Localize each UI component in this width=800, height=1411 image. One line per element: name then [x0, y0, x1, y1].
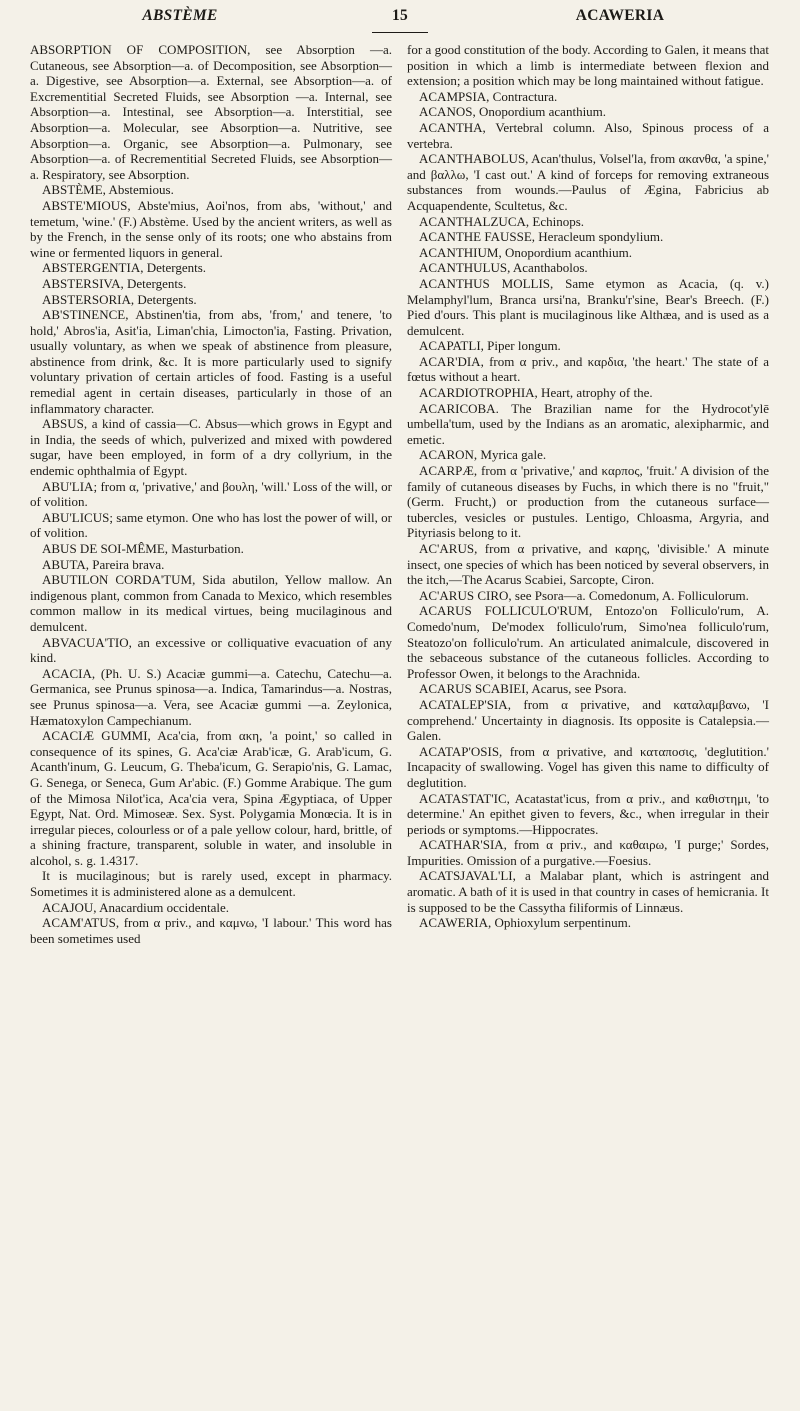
entry: ACATAP'OSIS, from α privative, and καταποσις, 'deglutition.' Incapacity of swallowing. Vogel has given this name to difficulty of deglutition. — [407, 743, 769, 790]
entry: ACARICOBA. The Brazilian name for the Hydrocot'ylē umbella'tum, used by the Indians as an aromatic, alexipharmic, and emetic. — [407, 400, 769, 447]
entry: ACANTHA, Vertebral column. Also, Spinous process of a vertebra. — [407, 119, 769, 151]
entry: ACAWERIA, Ophioxylum serpentinum. — [419, 915, 631, 931]
entry: ACARUS SCABIEI, Acarus, see Psora. — [419, 681, 627, 697]
running-header — [40, 2, 760, 30]
entry: ACANTHIUM, Onopordium acanthium. — [419, 244, 633, 260]
entry: ACANTHULUS, Acanthabolos. — [419, 260, 588, 276]
entry: ACARUS FOLLICULO'RUM, Entozo'on Folliculo'rum, A. Comedo'num, De'modex folliculo'rum, Simo'nea folliculo'rum, Steatozo'on folliculo'rum. An articulated animalcule, discovered in the sebaceous substance of the cutaneous follicles. According to Professor Owen, it belongs to the Arachnida. — [407, 603, 769, 681]
entry: AC'ARUS CIRO, see Psora—a. Comedonum, A. Folliculorum. — [419, 587, 749, 603]
entry: ABSTE'MIOUS, Abste'mius, Aoi'nos, from abs, 'without,' and temetum, 'wine.' (F.) Abstème. Used by the ancient writers, as well as by the French, in the sense only of its roots; one who abstains from wine or fermented liquors in general. — [30, 197, 392, 260]
header-right-guide-word: ACAWERIA — [575, 7, 665, 24]
entry: ABSTERSIVA, Detergents. — [42, 275, 187, 291]
entry: ACAPATLI, Piper longum. — [419, 338, 561, 354]
entry: ACATSJAVAL'LI, a Malabar plant, which is astringent and aromatic. A bath of it is used in that country in cases of hemicrania. It is supposed to be the Cassytha filiformis of Linnæus. — [407, 868, 769, 915]
entry: ACATASTAT'IC, Acatastat'icus, from α priv., and καθιστημι, 'to determine.' An epithet given to fevers, &c., when irregular in their periods or symptoms.—Hippocrates. — [407, 790, 769, 837]
header-rule — [372, 32, 428, 33]
entry: ACATALEP'SIA, from α privative, and καταλαμβανω, 'I comprehend.' Uncertainty in diagnosis. Its opposite is Catalepsia.—Galen. — [407, 696, 769, 744]
entry: AC'ARUS, from α privative, and καρης, 'divisible.' A minute insect, one species of which has been noticed by several observers, in the itch,—The Acarus Scabiei, Sarcopte, Ciron. — [407, 541, 769, 588]
entry: ACAMPSIA, Contractura. — [419, 88, 558, 104]
entry: ACACIA, (Ph. U. S.) Acaciæ gummi—a. Catechu, Catechu—a. Germanica, see Prunus spinosa—a. Indica, Tamarindus—a. Nostras, see Prunus spinosa—a. Vera, see Acaciæ gummi —a. Zeylonica, Hæmatoxylon Campechianum. — [30, 665, 392, 728]
entry: It is mucilaginous; but is rarely used, except in pharmacy. Sometimes it is administered alone as a demulcent. — [30, 868, 392, 900]
entry: ACACIÆ GUMMI, Aca'cia, from ακη, 'a point,' so called in consequence of its spines, G. Aca'ciæ Arab'icæ, G. Arab'icum, G. Acanth'inum, G. Leucum, G. Theba'icum, G. Serapio'nis, G. Lamac, G. Senega, or Seneca, Gum Ar'abic. (F.) Gomme Arabique. The gum of the Mimosa Nilot'ica, Aca'cia vera, Spina Ægyptiaca, of Upper Egypt, Nat. Ord. Mimoseæ. Sex. Syst. Polygamia Monœcia. It is in irregular pieces, colourless or of a pale yellow colour, hard, brittle, of a shining fracture, transparent, soluble in water, and insoluble in alcohol, s. g. 1.4317. — [30, 728, 392, 868]
entry: AB'STINENCE, Abstinen'tia, from abs, 'from,' and tenere, 'to hold,' Abros'ia, Asit'ia, Liman'chia, Limocton'ia, Fasting. Privation, usually voluntary, as when we speak of abstinence from pleasure, abstinence from drink, &c. It is more particularly used to signify voluntary privation of certain articles of food. Fasting is a useful remedial agent in certain diseases, particularly in those of an inflammatory character. — [30, 307, 392, 416]
entry: ACANOS, Onopordium acanthium. — [419, 104, 607, 120]
entry: ACAM'ATUS, from α priv., and καμνω, 'I labour.' This word has been sometimes used — [30, 915, 392, 946]
entry: ACARDIOTROPHIA, Heart, atrophy of the. — [419, 385, 653, 401]
entry: ACANTHABOLUS, Acan'thulus, Volsel'la, from ακανθα, 'a spine,' and βαλλω, 'I cast out.' A kind of forceps for removing extraneous substances from wounds.—Paulus of Ægina, Fabricius ab Acquapendente, Scultetus, &c. — [407, 151, 769, 213]
entry: ABUTILON CORDA'TUM, Sida abutilon, Yellow mallow. An indigenous plant, common from Canada to Mexico, which resembles common mallow in its medical virtues, being mucilaginous and demulcent. — [30, 572, 392, 634]
entry: ABSUS, a kind of cassia—C. Absus—which grows in Egypt and in India, the seeds of which, pulverized and mixed with powdered sugar, have been employed, in form of a dry collyrium, in the endemic ophthalmia of Egypt. — [30, 416, 392, 479]
entry: ABU'LICUS; same etymon. One who has lost the power of will, or of volition. — [30, 509, 392, 541]
entry: ACANTHE FAUSSE, Heracleum spondylium. — [419, 229, 664, 245]
entry: for a good constitution of the body. According to Galen, it means that position in which a limb is intermediate between flexion and extension; a position which may be long maintained without fatigue. — [407, 42, 769, 89]
entry: ABSORPTION OF COMPOSITION, see Absorption —a. Cutaneous, see Absorption—a. of Decomposition, see Absorption—a. Digestive, see Absorption—a. External, see Absorption—a. of Excrementitial Secreted Fluids, see Absorption —a. Internal, see Absorption—a. Intestinal, see Absorption—a. Interstitial, see Absorption—a. Molecular, see Absorption—a. Nutritive, see Absorption—a. Organic, see Absorption—a. Pulmonary, see Absorption—a. of Recrementitial Secreted Fluids, see Absorption—a. Respiratory, see Absorption. — [30, 42, 392, 182]
entry: ACARPÆ, from α 'privative,' and καρπος, 'fruit.' A division of the family of cutaneous diseases by Fuchs, in which there is no "fruit," (Germ. Frucht,) or production from the cutaneous surface—tubercles, vesicles or pustules. Lentigo, Chloasma, Argyria, and Pityriasis belong to it. — [407, 463, 769, 541]
entry: ABSTERSORIA, Detergents. — [42, 291, 197, 307]
entry: ACATHAR'SIA, from α priv., and καθαιρω, 'I purge;' Sordes, Impurities. Omission of a purgative.—Foesius. — [407, 837, 769, 868]
entry: ACARON, Myrica gale. — [419, 447, 547, 463]
page-number: 15 — [391, 7, 409, 24]
entry: ABUTA, Pareira brava. — [42, 556, 165, 572]
header-left-guide-word: ABSTÈME — [142, 7, 218, 24]
entry: ABVACUA'TIO, an excessive or colliquative evacuation of any kind. — [30, 634, 392, 666]
entry: ABSTERGENTIA, Detergents. — [42, 260, 207, 276]
entry: ACANTHUS MOLLIS, Same etymon as Acacia, (q. v.) Melamphyl'lum, Branca ursi'na, Branku'r'sine, Bear's Breech. (F.) Pied d'ours. This plant is mucilaginous like Althæa, and is used as a demulcent. — [407, 275, 769, 338]
entry: ACANTHALZUCA, Echinops. — [419, 213, 585, 229]
entry: ABUS DE SOI-MÊME, Masturbation. — [42, 541, 244, 556]
entry: ACAR'DIA, from α priv., and καρδια, 'the heart.' The state of a fœtus without a heart. — [407, 353, 769, 385]
entry: ACAJOU, Anacardium occidentale. — [42, 899, 230, 915]
left-column — [30, 42, 392, 946]
entry: ABU'LIA; from α, 'privative,' and βουλη, 'will.' Loss of the will, or of volition. — [30, 478, 392, 510]
right-column — [407, 42, 769, 931]
entry: ABSTÈME, Abstemious. — [42, 182, 174, 198]
